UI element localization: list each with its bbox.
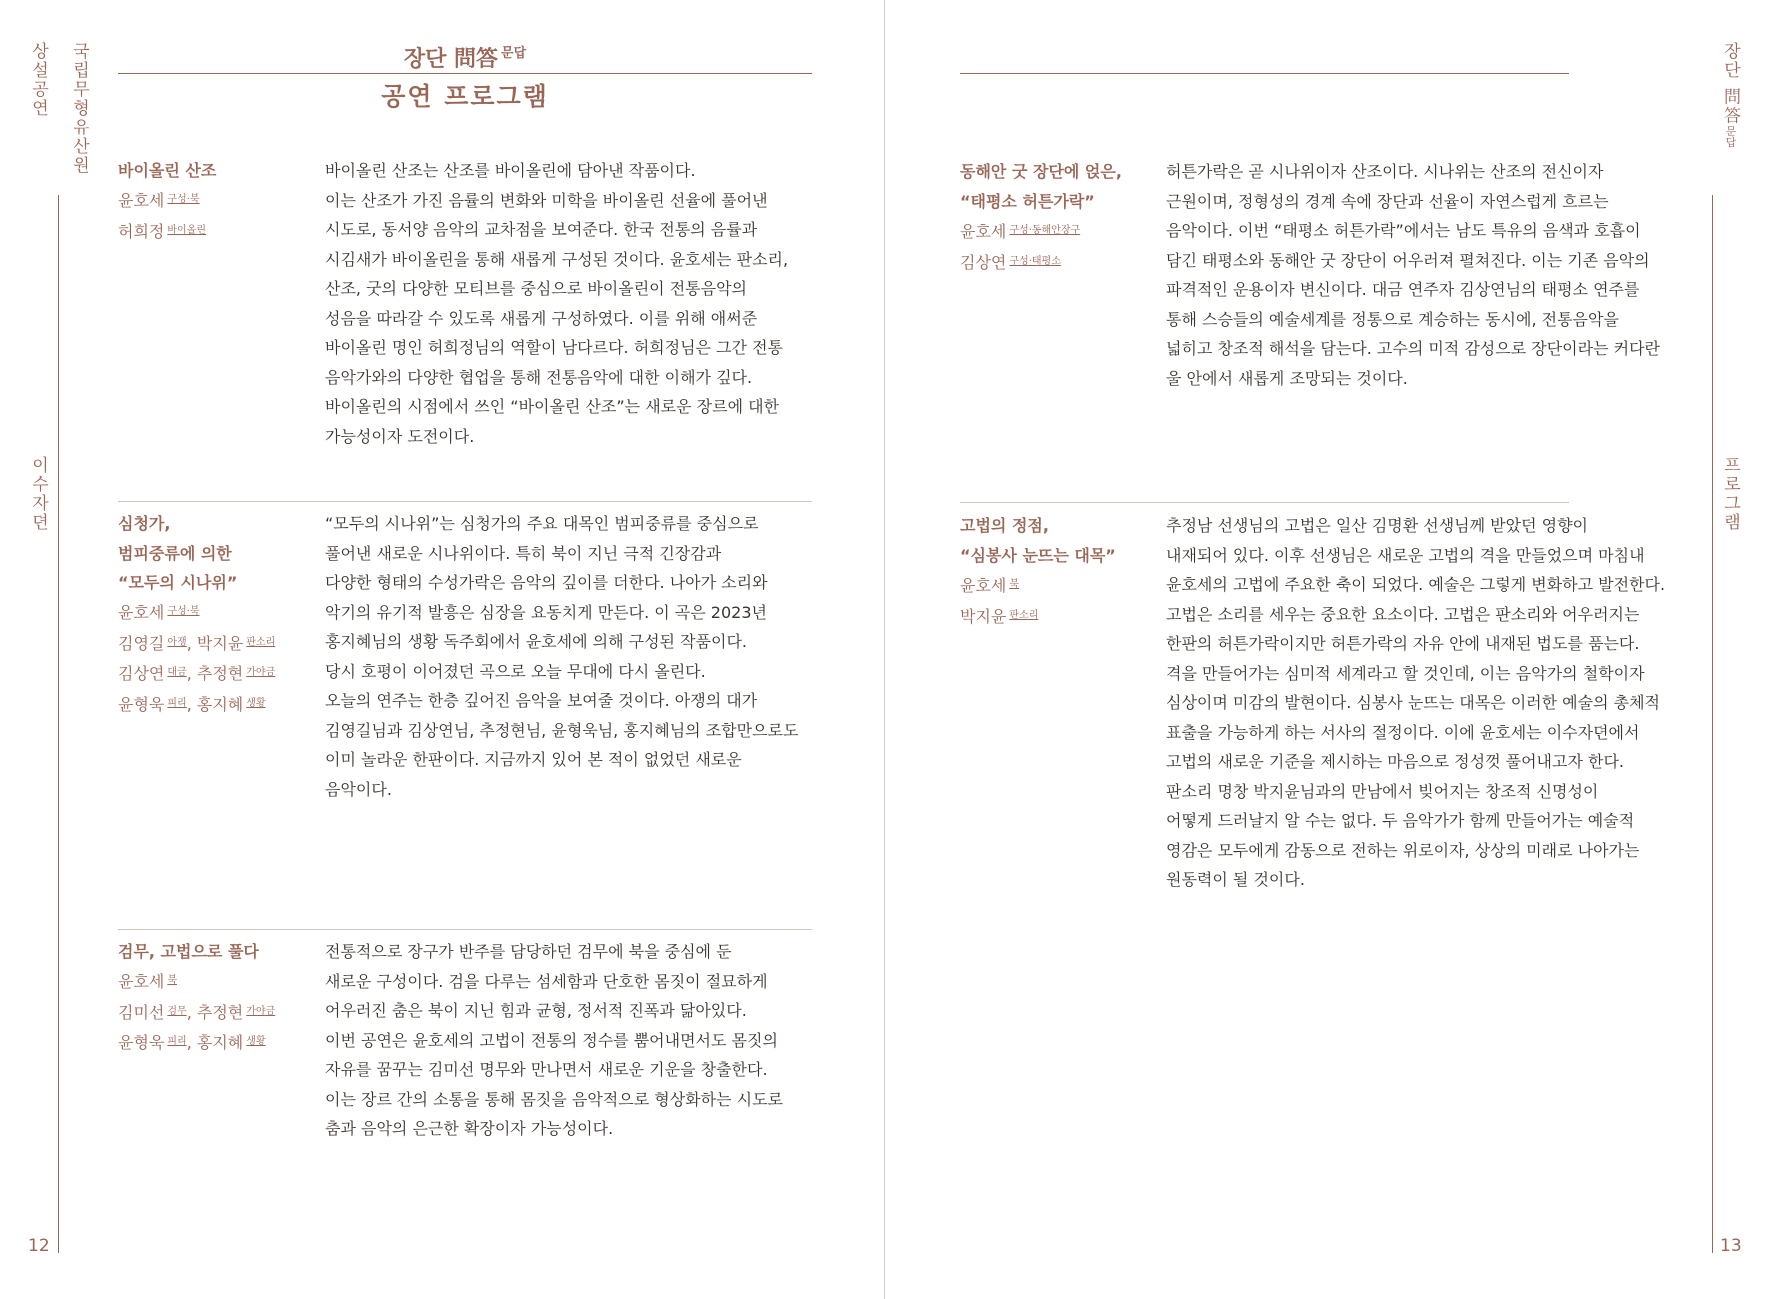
performer <box>960 247 1080 278</box>
page-spine <box>884 0 885 1299</box>
work-title-simcheongga <box>118 509 237 598</box>
page-number: 13 <box>1720 1236 1742 1256</box>
work-description: 허튼가락은 곧 시나위이자 산조이다. 시나위는 산조의 전신이자 근원이며, 정형성의 경계 속에 장단과 선율이 자연스럽게 흐르는 음악이다. 이번 “태평소 허튼가락”에서는 남도 특유의 음색과 호흡이 담긴 태평소와 동해안 굿 장단이 어우러져 펼쳐진다. 이는 기존 음악의 파격적인 운용이자 변신이다. 대금 연주자 김상연님의 태평소 연주를 통해 스승들의 예술세계를 정통으로 계승하는 동시에, 전통음악을 넓히고 창조적 해석을 담는다. 고수의 미적 감성으로 장단이라는 커다란 울 안에서 새롭게 조망되는 것이다. <box>1166 162 1660 388</box>
work-title-geommu <box>118 937 259 967</box>
work-title-violin-sanjo <box>118 156 216 186</box>
performer-role: 판소리 <box>1009 609 1039 621</box>
work-title-line: 고법의 정점, <box>960 516 1049 535</box>
performer-name: 윤호세 <box>118 972 165 991</box>
performer: 김영길 $^{아쟁}$, 박지윤 $^{판소리}$ <box>118 633 276 653</box>
side-label-venue: 국립무형유산원 <box>69 42 89 175</box>
work-title-line: 동해안 굿 장단에 얹은, <box>960 162 1122 181</box>
performer-name: 윤호세 <box>960 576 1007 595</box>
performer-list <box>960 570 1038 631</box>
work-title-gobeop <box>960 511 1116 570</box>
header-title-small: 문답 <box>501 46 527 61</box>
header-rule <box>118 73 812 74</box>
performer-list <box>118 966 275 1058</box>
section-divider <box>118 501 812 502</box>
performer-role: 구성·북 <box>167 606 200 617</box>
work-title-line: 심청가, <box>118 514 171 533</box>
performer: 김미선 $^{검무}$, 추정현 $^{가야금}$ <box>118 1002 276 1022</box>
side-divider <box>1712 195 1713 1253</box>
performer-name: 허희정 <box>118 221 165 241</box>
header-title <box>118 42 812 73</box>
performer-list <box>118 185 206 246</box>
performer-name: 김미선 <box>118 1002 165 1022</box>
performer-name: 윤호세 <box>118 191 165 210</box>
performer-name: 홍지혜 <box>196 1033 244 1052</box>
performer-name: 윤형욱 <box>118 1033 165 1052</box>
performer-role: 구성·태평소 <box>1009 255 1061 267</box>
performer-name: 윤형욱 <box>118 694 165 714</box>
left-page <box>0 0 885 1299</box>
performer <box>960 601 1038 632</box>
performer-role: 구성·북 <box>167 194 200 205</box>
performer-name: 추정현 <box>196 1002 244 1022</box>
side-label-group: 이수자뎐 <box>28 456 48 532</box>
work-title-line: 범피중류에 의한 <box>118 543 232 563</box>
side-divider <box>58 195 59 1253</box>
performer-name: 김상연 <box>960 252 1007 272</box>
work-title-line: “모두의 시나위” <box>118 573 238 592</box>
work-title-line: “태평소 허튼가락” <box>960 191 1095 211</box>
performer-role: 피리 <box>167 697 187 709</box>
performer: 윤형욱 $^{피리}$, 홍지혜 $^{생황}$ <box>118 694 266 714</box>
performer-name: 김상연 <box>118 664 165 683</box>
work-description: 전통적으로 장구가 반주를 담당하던 검무에 북을 중심에 둔 새로운 구성이다. 검을 다루는 섬세함과 단호한 몸짓이 절묘하게 어우러진 춤은 북이 지닌 힘과 균형, 정서적 진폭과 닮아있다. 이번 공연은 윤호세의 고법이 전통의 정수를 뿜어내면서도 몸짓의 자유를 꿈꾸는 김미선 명무와 만나면서 새로운 기운을 창출한다. 이는 장르 간의 소통을 통해 몸짓을 음악적으로 형상화하는 시도로 춤과 음악의 은근한 확장이자 가능성이다. <box>325 942 784 1138</box>
side-label-category: 상설공연 <box>28 42 48 118</box>
side-label-title <box>1718 42 1743 147</box>
work-title-line: “심봉사 눈뜨는 대목” <box>960 545 1116 565</box>
work-title-line: 바이올린 산조 <box>118 161 217 180</box>
performer-role: 바이올린 <box>167 224 207 236</box>
work-description: 바이올린 산조는 산조를 바이올린에 담아낸 작품이다. 이는 산조가 가진 음률의 변화와 미학을 바이올린 선율에 풀어낸 시도로, 동서양 음악의 교차점을 보여준다. 한국 전통의 음률과 시김새가 바이올린을 통해 새롭게 구성된 것이다. 윤호세는 판소리, 산조, 굿의 다양한 모티브를 중심으로 바이올린이 전통음악의 성음을 따라갈 수 있도록 새롭게 구성하였다. 이를 위해 애써준 바이올린 명인 허희정님의 역할이 남다르다. 허희정님은 그간 전통 음악가와의 다양한 협업을 통해 전통음악에 대한 이해가 깊다. 바이올린의 시점에서 쓰인 “바이올린 산조”는 새로운 장르에 대한 가능성이자 도전이다. <box>325 161 789 446</box>
performer-role: 검무 <box>167 1005 187 1017</box>
work-description: 추정남 선생님의 고법은 일산 김명환 선생님께 받았던 영향이 내재되어 있다. 이후 선생님은 새로운 고법의 격을 만들었으며 마침내 윤호세의 고법에 주요한 축이 되었다. 예술은 그렇게 변화하고 발전한다. 고법은 소리를 세우는 중요한 요소이다. 고법은 판소리와 어우러지는 한판의 허튼가락이지만 허튼가락의 자유 안에 내재된 법도를 품는다. 격을 만들어가는 심미적 세계라고 할 것인데, 이는 음악가의 철학이자 심상이며 미감의 발현이다. 심봉사 눈뜨는 대목은 이러한 예술의 총체적 표출을 가능하게 하는 서사의 절정이다. 이에 윤호세는 이수자뎐에서 고법의 새로운 기준을 제시하는 마음으로 정성껏 풀어내고자 한다. 판소리 명창 박지윤님과의 만남에서 빚어지는 창조적 신명성이 어떻게 드러날지 알 수는 없다. 두 음악가가 함께 만들어가는 예술적 영감은 모두에게 감동으로 전하는 위로이자, 상상의 미래로 나아가는 원동력이 될 것이다. <box>1166 516 1666 889</box>
work-title-taepyeongso <box>960 157 1122 216</box>
performer-name: 홍지혜 <box>196 694 244 714</box>
performer-list <box>118 597 275 719</box>
performer <box>960 216 1080 247</box>
performer-name: 윤호세 <box>960 222 1007 241</box>
header-rule <box>960 73 1569 74</box>
side-label-title-main: 장단 問答 <box>1720 42 1740 126</box>
performer-role: 아쟁 <box>167 636 187 648</box>
performer-list <box>960 216 1080 277</box>
header-subtitle: 공연 프로그램 <box>381 82 549 111</box>
side-label-title-small: 문답 <box>1724 125 1737 148</box>
performer-role: 가야금 <box>246 667 276 678</box>
work-title-line: 검무, 고법으로 풀다 <box>118 942 259 961</box>
performer-role: 구성·동해안장구 <box>1009 225 1081 236</box>
performer-name: 박지윤 <box>196 633 244 653</box>
performer-role: 피리 <box>167 1036 187 1047</box>
performer-role: 판소리 <box>246 636 276 648</box>
page-number: 12 <box>28 1236 50 1256</box>
performer: 김상연 $^{대금}$, 추정현 $^{가야금}$ <box>118 664 276 683</box>
performer-role: 생황 <box>246 1036 266 1047</box>
performer-role: 대금 <box>167 667 187 678</box>
performer <box>118 185 206 216</box>
section-divider <box>960 502 1569 503</box>
performer-name: 김영길 <box>118 633 165 653</box>
right-page <box>886 0 1772 1299</box>
performer-name: 박지윤 <box>960 606 1007 626</box>
performer-name: 추정현 <box>196 664 244 683</box>
performer-name: 윤호세 <box>118 603 165 622</box>
performer <box>960 570 1038 601</box>
side-label-section: 프로그램 <box>1720 456 1740 532</box>
performer <box>118 966 275 997</box>
performer-role: 북 <box>167 975 178 986</box>
performer-role: 북 <box>1009 579 1020 590</box>
performer: 윤형욱 $^{피리}$, 홍지혜 $^{생황}$ <box>118 1033 266 1052</box>
performer <box>118 597 275 628</box>
performer-role: 가야금 <box>246 1005 276 1017</box>
header-title-main: 장단 問答 <box>403 47 499 72</box>
performer-role: 생황 <box>246 697 266 709</box>
section-divider <box>118 929 812 930</box>
work-description: “모두의 시나위”는 심청가의 주요 대목인 범피중류를 중심으로 풀어낸 새로운 시나위이다. 특히 북이 지닌 극적 긴장감과 다양한 형태의 수성가락은 음악의 깊이를 더한다. 나아가 소리와 악기의 유기적 발흥은 심장을 요동치게 만든다. 이 곡은 2023년 홍지혜님의 생황 독주회에서 윤호세에 의해 구성된 작품이다. 당시 호평이 이어졌던 곡으로 오늘 무대에 다시 올린다. 오늘의 연주는 한층 깊어진 음악을 보여줄 것이다. 아쟁의 대가 김영길님과 김상연님, 추정현님, 윤형욱님, 홍지혜님의 조합만으로도 이미 놀라운 한판이다. 지금까지 있어 본 적이 없었던 새로운 음악이다. <box>325 514 799 799</box>
performer <box>118 216 206 247</box>
